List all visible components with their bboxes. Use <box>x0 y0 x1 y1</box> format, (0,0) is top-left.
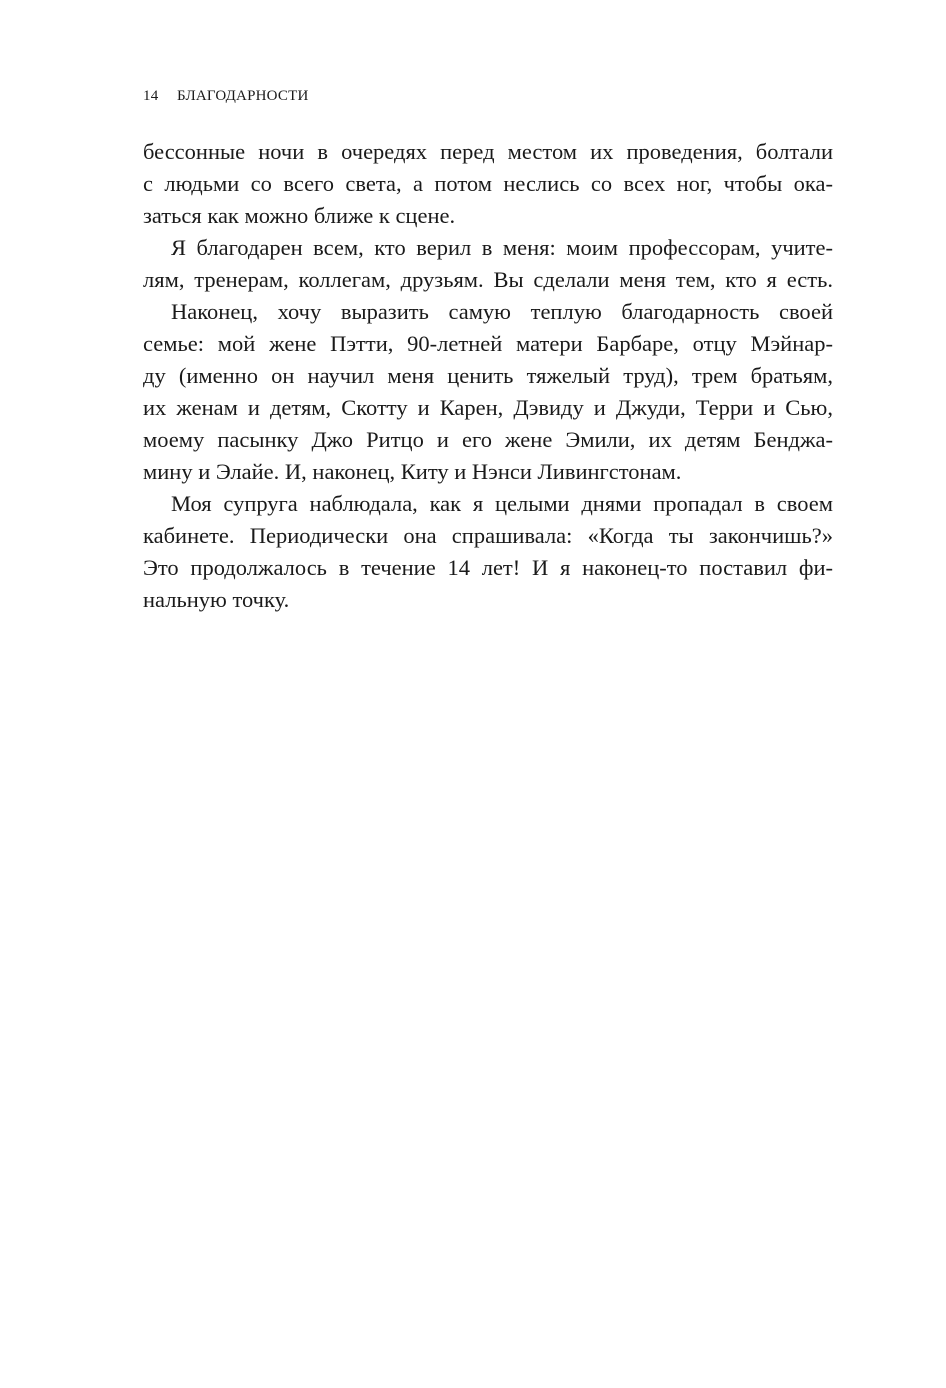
paragraph <box>143 488 833 616</box>
text-line: кабинете. Периодически она спрашивала: «Когда ты закончишь?» <box>143 523 833 548</box>
text-body <box>143 136 833 616</box>
text-line: семье: мой жене Пэтти, 90-летней матери Барбаре, отцу Мэйнар- <box>143 331 833 356</box>
text-line: ду (именно он научил меня ценить тяжелый труд), трем братьям, <box>143 363 833 388</box>
text-line: с людьми со всего света, а потом неслись со всех ног, чтобы ока- <box>143 171 833 196</box>
text-line: нальную точку. <box>143 587 290 612</box>
text-line: Это продолжалось в течение 14 лет! И я наконец-то поставил фи- <box>143 555 833 580</box>
section-title: БЛАГОДАРНОСТИ <box>177 88 309 104</box>
text-line: лям, тренерам, коллегам, друзьям. Вы сделали меня тем, кто я есть. <box>143 267 833 292</box>
text-line: Я благодарен всем, кто верил в меня: моим профессорам, учите- <box>171 235 833 260</box>
text-line: моему пасынку Джо Ритцо и его жене Эмили, их детям Бенджа- <box>143 427 833 452</box>
text-line: заться как можно ближе к сцене. <box>143 203 456 228</box>
paragraph <box>143 232 833 296</box>
text-line: мину и Элайе. И, наконец, Киту и Нэнси Ливингстонам. <box>143 459 682 484</box>
page-number: 14 <box>143 88 159 104</box>
text-line: Моя супруга наблюдала, как я целыми днями пропадал в своем <box>171 491 833 516</box>
paragraph <box>143 296 833 488</box>
running-head <box>143 88 308 105</box>
text-line: бессонные ночи в очередях перед местом их проведения, болтали <box>143 139 833 164</box>
text-line: Наконец, хочу выразить самую теплую благодарность своей <box>171 299 833 324</box>
text-line: их женам и детям, Скотту и Карен, Дэвиду и Джуди, Терри и Сью, <box>143 395 833 420</box>
paragraph <box>143 136 833 232</box>
